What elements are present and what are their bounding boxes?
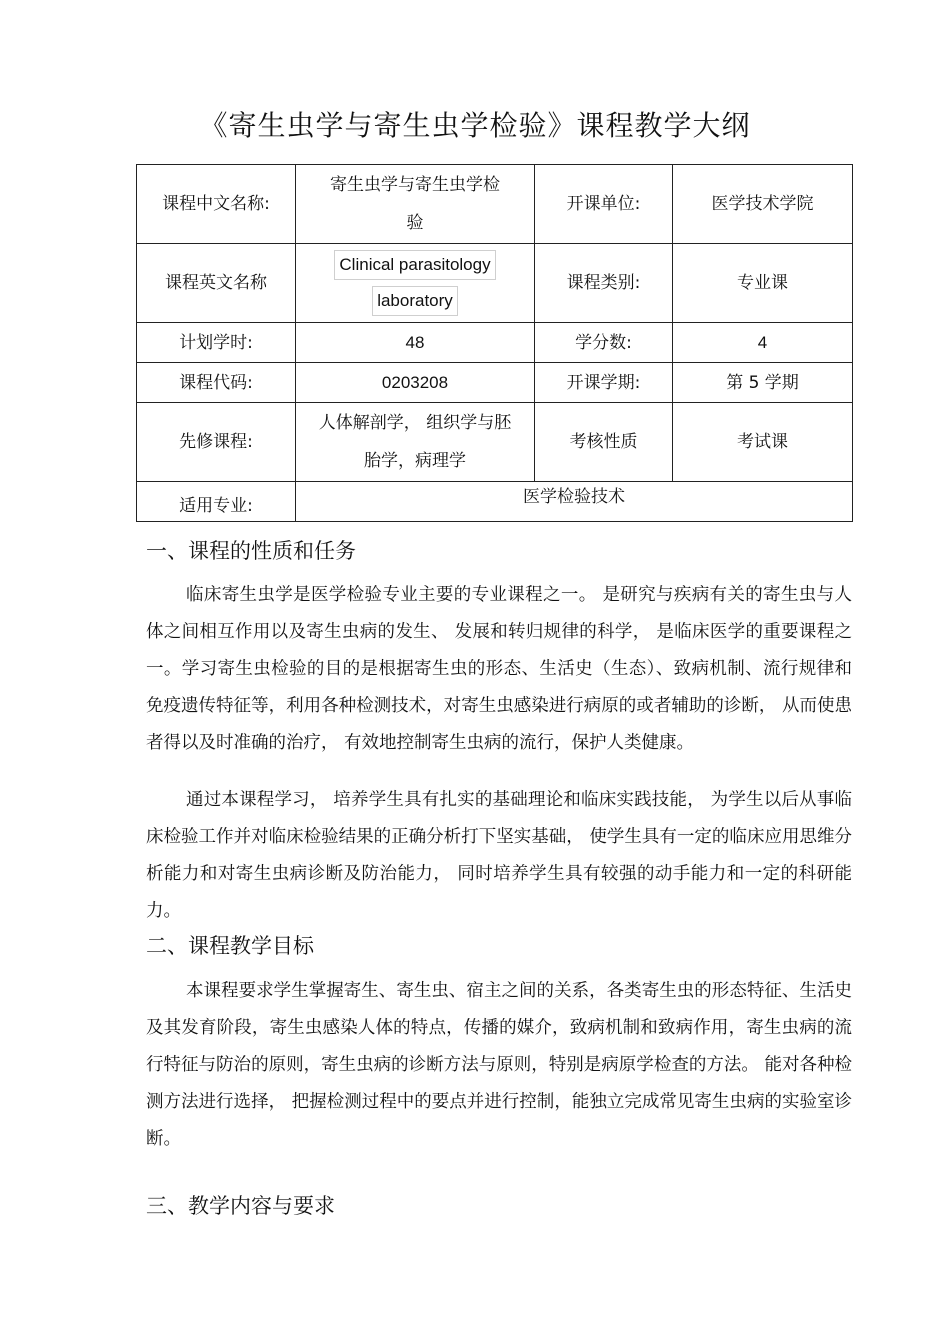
label-department: 开课单位:: [535, 165, 673, 244]
section-heading-3: 三、教学内容与要求: [146, 1194, 335, 1218]
value-line: 胎学，病理学: [364, 451, 466, 471]
label-prerequisites: 先修课程:: [137, 403, 296, 482]
value-assessment: 考试课: [673, 403, 853, 482]
page-title: 《寄生虫学与寄生虫学检验》课程教学大纲: [199, 109, 751, 142]
label-major: 适用专业:: [137, 482, 296, 522]
section-1-paragraph-1: 临床寄生虫学是医学检验专业主要的专业课程之一。 是研究与疾病有关的寄生虫与人体之间相互作用以及寄生虫病的发生、 发展和转归规律的科学， 是临床医学的重要课程之一。学习寄生虫检验的目的是根据寄生虫的形态、生活史（生态）、致病机制、流行规律和免疫遗传特征等，利用各种检测技术，对寄生虫感染进行病原的或者辅助的诊断， 从而使患者得以及时准确的治疗， 有效地控制寄生虫病的流行，保护人类健康。: [146, 585, 852, 753]
value-course-code: 0203208: [296, 363, 535, 403]
label-hours: 计划学时:: [137, 323, 296, 363]
value-department: 医学技术学院: [673, 165, 853, 244]
section-1-paragraph-2: 通过本课程学习， 培养学生具有扎实的基础理论和临床实践技能， 为学生以后从事临床检验工作并对临床检验结果的正确分析打下坚实基础， 使学生具有一定的临床应用思维分析能力和对寄生虫病诊断及防治能力， 同时培养学生具有较强的动手能力和一定的科研能力。: [146, 790, 852, 921]
label-chinese-name: 课程中文名称:: [137, 165, 296, 244]
label-english-name: 课程英文名称: [137, 244, 296, 323]
label-semester: 开课学期:: [535, 363, 673, 403]
table-row: [137, 165, 853, 244]
value-line: 寄生虫学与寄生虫学检: [330, 175, 500, 195]
value-major: 医学检验技术: [296, 482, 853, 522]
section-heading-2: 二、课程教学目标: [146, 934, 314, 958]
label-course-code: 课程代码:: [137, 363, 296, 403]
value-english-name: [296, 244, 535, 323]
course-info-table: [136, 164, 853, 522]
value-prerequisites: [296, 403, 535, 482]
table-row: [137, 403, 853, 482]
label-credits: 学分数:: [535, 323, 673, 363]
table-row: [137, 323, 853, 363]
value-course-type: 专业课: [673, 244, 853, 323]
table-row: [137, 482, 853, 522]
value-line: Clinical parasitology: [334, 250, 495, 280]
label-assessment: 考核性质: [535, 403, 673, 482]
section-heading-1: 一、课程的性质和任务: [146, 539, 356, 563]
table-row: [137, 363, 853, 403]
value-line: laboratory: [372, 286, 458, 316]
value-line: 验: [406, 213, 424, 233]
value-semester: 第 5 学期: [673, 363, 853, 403]
value-chinese-name: [296, 165, 535, 244]
table-row: [137, 244, 853, 323]
value-credits: 4: [673, 323, 853, 363]
label-course-type: 课程类别:: [535, 244, 673, 323]
value-line: 人体解剖学， 组织学与胚: [318, 413, 512, 433]
value-hours: 48: [296, 323, 535, 363]
section-2-paragraph-1: 本课程要求学生掌握寄生、寄生虫、宿主之间的关系，各类寄生虫的形态特征、生活史及其发育阶段，寄生虫感染人体的特点，传播的媒介，致病机制和致病作用，寄生虫病的流行特征与防治的原则，寄生虫病的诊断方法与原则，特别是病原学检查的方法。 能对各种检测方法进行选择， 把握检测过程中的要点并进行控制，能独立完成常见寄生虫病的实验室诊断。: [146, 981, 852, 1149]
